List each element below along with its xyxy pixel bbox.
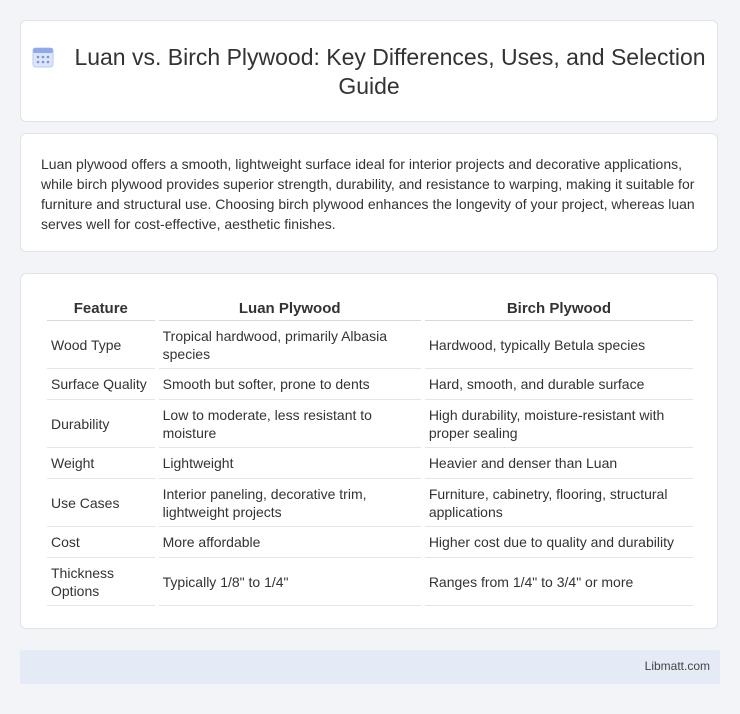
footer-bar [20,650,720,684]
table-row [47,321,693,369]
table-row [47,400,693,448]
table-cell: Smooth but softer, prone to dents [159,369,421,400]
table-cell: Use Cases [47,479,155,527]
calendar-icon [32,46,54,68]
table-row [47,479,693,527]
column-header: Birch Plywood [425,296,693,321]
table-cell: More affordable [159,527,421,558]
table-cell: Thickness Options [47,558,155,606]
table-cell: Durability [47,400,155,448]
column-header: Feature [47,296,155,321]
table-row [47,369,693,400]
table-cell: Typically 1/8" to 1/4" [159,558,421,606]
table-cell: Lightweight [159,448,421,479]
header-card [20,20,718,122]
page-title: Luan vs. Birch Plywood: Key Differences, Uses, and Selection Guide [74,44,706,99]
table-cell: Hard, smooth, and durable surface [425,369,693,400]
table-cell: Tropical hardwood, primarily Albasia species [159,321,421,369]
comparison-table [43,296,697,606]
table-cell: Weight [47,448,155,479]
table-cell: Ranges from 1/4" to 3/4" or more [425,558,693,606]
table-cell: Cost [47,527,155,558]
table-cell: High durability, moisture-resistant with proper sealing [425,400,693,448]
table-row [47,448,693,479]
summary-text: Luan plywood offers a smooth, lightweight surface ideal for interior projects and decorative applications, while birch plywood provides superior strength, durability, and resistance to warping, making it suitable for furniture and structural use. Choosing birch plywood enhances the longevity of your project, whereas luan serves well for cost-effective, aesthetic finishes. [41,156,695,232]
column-header: Luan Plywood [159,296,421,321]
table-cell: Hardwood, typically Betula species [425,321,693,369]
page-title-wrap [21,43,717,101]
table-header-row [47,296,693,321]
table-cell: Heavier and denser than Luan [425,448,693,479]
footer-brand[interactable]: Libmatt.com [644,659,710,673]
table-cell: Higher cost due to quality and durability [425,527,693,558]
table-row [47,558,693,606]
table-row [47,527,693,558]
table-cell: Low to moderate, less resistant to moisture [159,400,421,448]
table-cell: Furniture, cabinetry, flooring, structural applications [425,479,693,527]
table-cell: Interior paneling, decorative trim, lightweight projects [159,479,421,527]
table-cell: Wood Type [47,321,155,369]
comparison-card [20,273,718,629]
table-cell: Surface Quality [47,369,155,400]
summary-card [20,133,718,252]
